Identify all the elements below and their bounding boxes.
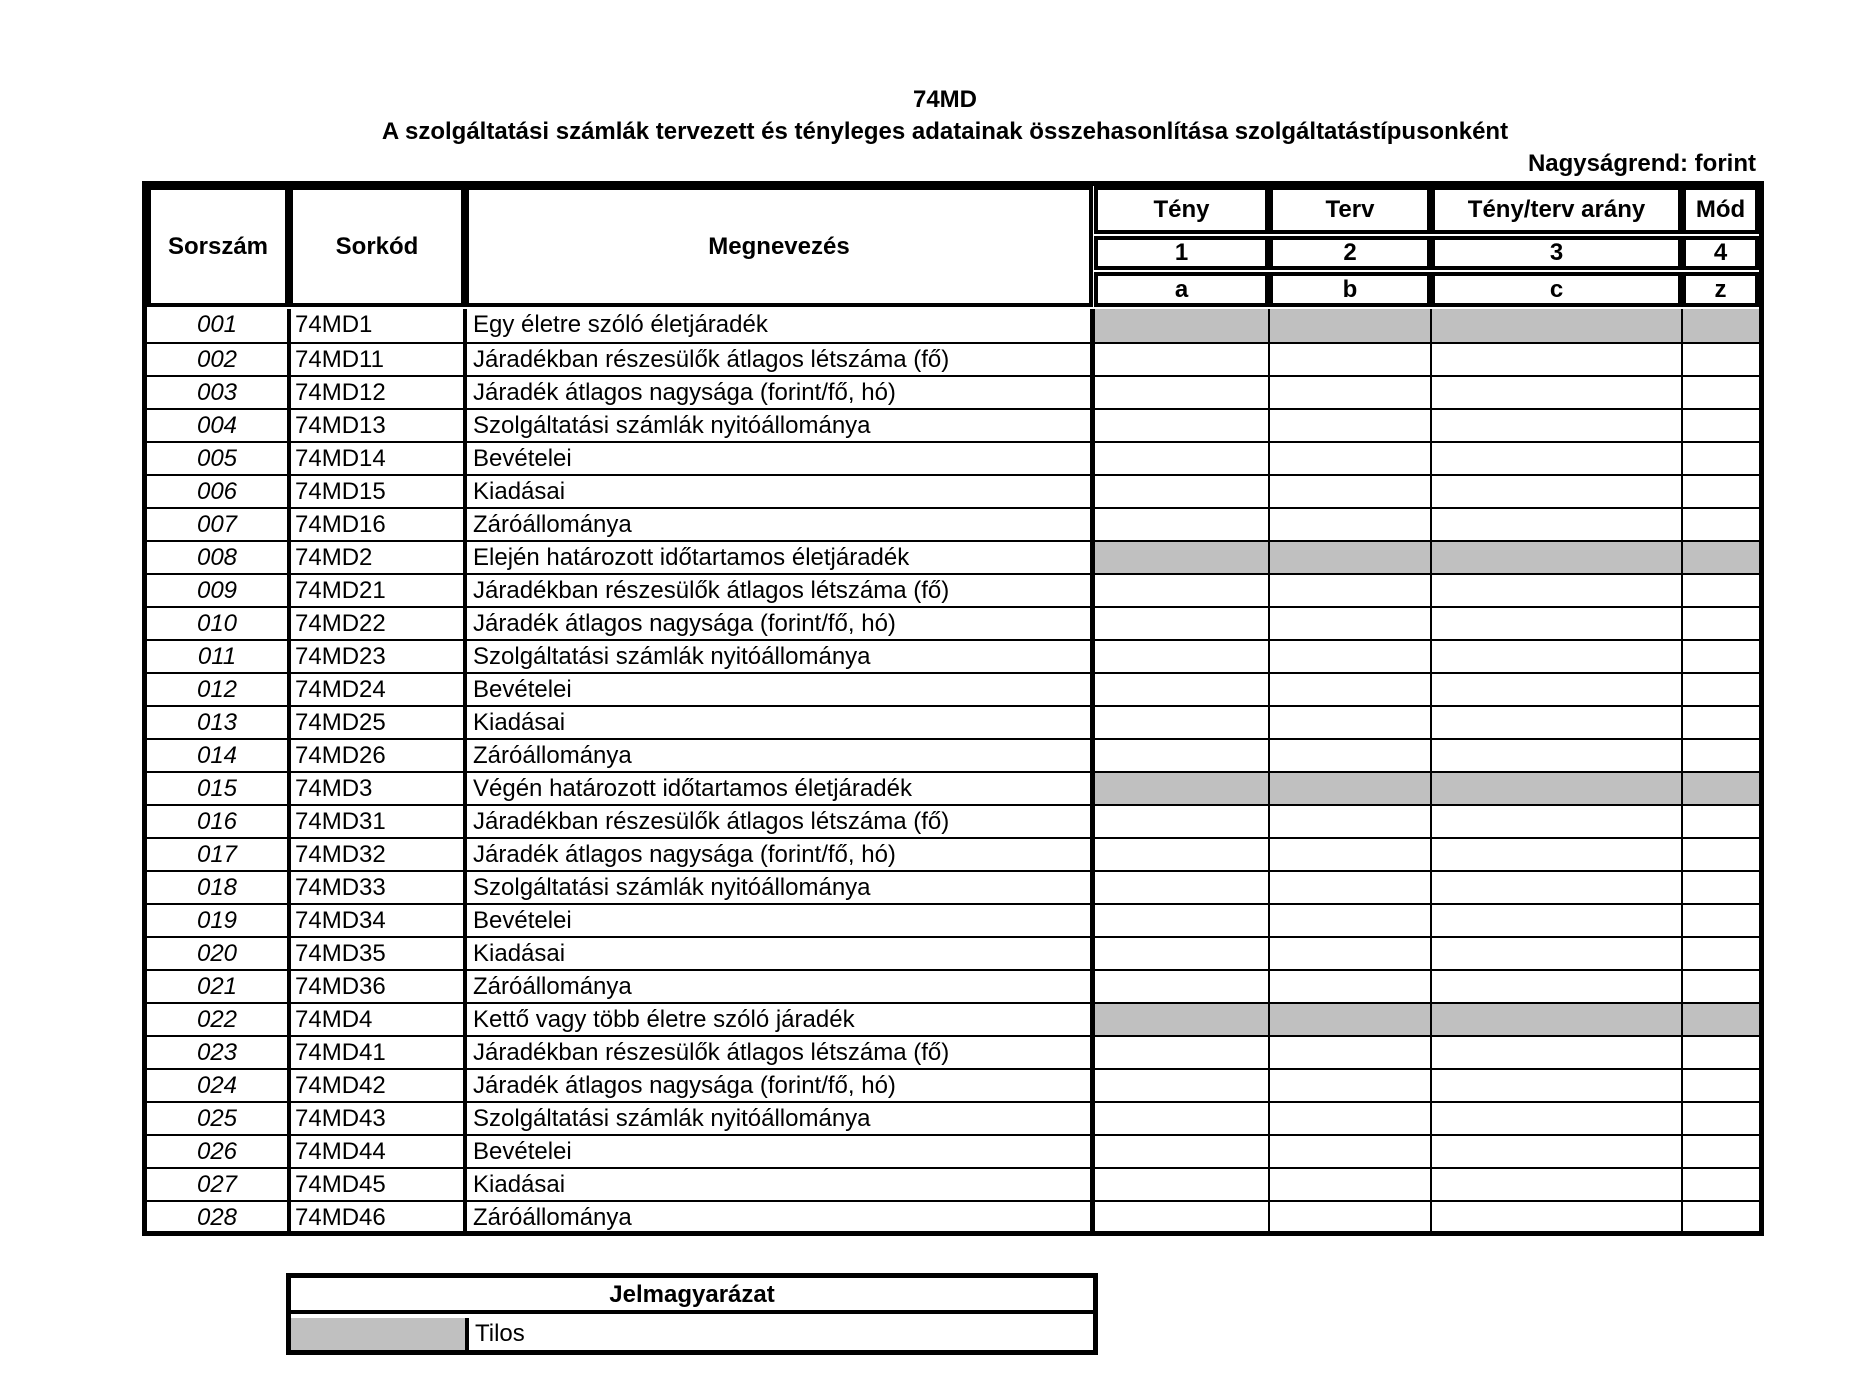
value-cell-arany[interactable] bbox=[1432, 377, 1683, 408]
row-name: Járadékban részesülők átlagos létszáma (fő) bbox=[467, 575, 1095, 606]
value-cell-terv[interactable] bbox=[1270, 641, 1432, 672]
legend-title: Jelmagyarázat bbox=[291, 1278, 1093, 1314]
row-number: 007 bbox=[147, 509, 291, 540]
table-row bbox=[147, 1167, 1759, 1200]
value-cell-terv[interactable] bbox=[1270, 1136, 1432, 1167]
value-cell-teny[interactable] bbox=[1095, 740, 1270, 771]
value-cell-arany[interactable] bbox=[1432, 872, 1683, 903]
row-number: 006 bbox=[147, 476, 291, 507]
header-terv: Terv bbox=[1269, 186, 1431, 234]
table-body bbox=[147, 309, 1759, 1233]
value-cell-terv[interactable] bbox=[1270, 971, 1432, 1002]
row-number: 015 bbox=[147, 773, 291, 804]
table-row bbox=[147, 1101, 1759, 1134]
row-name: Szolgáltatási számlák nyitóállománya bbox=[467, 872, 1095, 903]
value-cell-mod[interactable] bbox=[1683, 1136, 1759, 1167]
value-cell-terv[interactable] bbox=[1270, 872, 1432, 903]
value-cell-teny[interactable] bbox=[1095, 971, 1270, 1002]
row-code: 74MD14 bbox=[291, 443, 467, 474]
row-code: 74MD12 bbox=[291, 377, 467, 408]
value-cell-mod[interactable] bbox=[1683, 872, 1759, 903]
table-row bbox=[147, 903, 1759, 936]
value-cell-arany[interactable] bbox=[1432, 509, 1683, 540]
header-teny: Tény bbox=[1094, 186, 1269, 234]
value-cell-terv[interactable] bbox=[1270, 674, 1432, 705]
value-cell-teny[interactable] bbox=[1095, 608, 1270, 639]
value-cell-terv[interactable] bbox=[1270, 839, 1432, 870]
value-cell-teny[interactable] bbox=[1095, 641, 1270, 672]
value-cell-arany[interactable] bbox=[1432, 344, 1683, 375]
row-code: 74MD33 bbox=[291, 872, 467, 903]
value-cell-terv[interactable] bbox=[1270, 509, 1432, 540]
value-cell-teny[interactable] bbox=[1095, 806, 1270, 837]
value-cell-arany[interactable] bbox=[1432, 806, 1683, 837]
row-name: Bevételei bbox=[467, 905, 1095, 936]
row-name: Járadék átlagos nagysága (forint/fő, hó) bbox=[467, 377, 1095, 408]
table-row bbox=[147, 1068, 1759, 1101]
row-code: 74MD44 bbox=[291, 1136, 467, 1167]
row-code: 74MD34 bbox=[291, 905, 467, 936]
row-number: 016 bbox=[147, 806, 291, 837]
row-name: Szolgáltatási számlák nyitóállománya bbox=[467, 641, 1095, 672]
value-cell-teny[interactable] bbox=[1095, 674, 1270, 705]
value-cell-terv[interactable] bbox=[1270, 806, 1432, 837]
row-name: Járadékban részesülők átlagos létszáma (fő) bbox=[467, 806, 1095, 837]
row-number: 024 bbox=[147, 1070, 291, 1101]
row-name: Egy életre szóló életjáradék bbox=[467, 309, 1095, 342]
table-row bbox=[147, 738, 1759, 771]
row-name: Bevételei bbox=[467, 674, 1095, 705]
header-terv-letter: b bbox=[1269, 272, 1431, 307]
value-cell-arany[interactable] bbox=[1432, 1169, 1683, 1200]
row-number: 013 bbox=[147, 707, 291, 738]
row-number: 023 bbox=[147, 1037, 291, 1068]
value-cell-mod[interactable] bbox=[1683, 575, 1759, 606]
table-row bbox=[147, 573, 1759, 606]
value-cell-mod[interactable] bbox=[1683, 971, 1759, 1002]
row-name: Bevételei bbox=[467, 443, 1095, 474]
value-cell-mod[interactable] bbox=[1683, 1070, 1759, 1101]
row-code: 74MD23 bbox=[291, 641, 467, 672]
row-number: 001 bbox=[147, 309, 291, 342]
table-row bbox=[147, 705, 1759, 738]
value-cell-terv[interactable] bbox=[1270, 344, 1432, 375]
value-cell-terv[interactable] bbox=[1270, 575, 1432, 606]
row-code: 74MD43 bbox=[291, 1103, 467, 1134]
row-code: 74MD15 bbox=[291, 476, 467, 507]
table-row bbox=[147, 837, 1759, 870]
row-number: 003 bbox=[147, 377, 291, 408]
value-cell-mod[interactable] bbox=[1683, 443, 1759, 474]
value-cell-mod[interactable] bbox=[1683, 377, 1759, 408]
value-cell-arany[interactable] bbox=[1432, 410, 1683, 441]
value-cell-terv[interactable] bbox=[1270, 443, 1432, 474]
row-number: 026 bbox=[147, 1136, 291, 1167]
value-cell-teny[interactable] bbox=[1095, 938, 1270, 969]
row-number: 020 bbox=[147, 938, 291, 969]
table-row bbox=[147, 936, 1759, 969]
unit-label: Nagyságrend: forint bbox=[1527, 150, 1756, 177]
table-row bbox=[147, 804, 1759, 837]
legend bbox=[286, 1273, 1098, 1355]
row-number: 009 bbox=[147, 575, 291, 606]
value-cell-teny[interactable] bbox=[1095, 839, 1270, 870]
value-cell-arany[interactable] bbox=[1432, 740, 1683, 771]
value-cell-terv[interactable] bbox=[1270, 476, 1432, 507]
table-row bbox=[147, 606, 1759, 639]
row-name: Járadékban részesülők átlagos létszáma (fő) bbox=[467, 1037, 1095, 1068]
value-cell-arany[interactable] bbox=[1432, 839, 1683, 870]
value-cell-terv[interactable] bbox=[1270, 1169, 1432, 1200]
row-number: 014 bbox=[147, 740, 291, 771]
legend-forbidden-swatch bbox=[291, 1318, 469, 1350]
value-cell-terv[interactable] bbox=[1270, 1070, 1432, 1101]
value-cell-arany bbox=[1432, 1004, 1683, 1035]
value-cell-arany[interactable] bbox=[1432, 608, 1683, 639]
value-cell-mod[interactable] bbox=[1683, 509, 1759, 540]
value-cell-mod bbox=[1683, 309, 1759, 342]
value-cell-terv[interactable] bbox=[1270, 1103, 1432, 1134]
row-name: Kiadásai bbox=[467, 1169, 1095, 1200]
header-teny-letter: a bbox=[1094, 272, 1269, 307]
row-name: Szolgáltatási számlák nyitóállománya bbox=[467, 1103, 1095, 1134]
row-code: 74MD22 bbox=[291, 608, 467, 639]
value-cell-terv[interactable] bbox=[1270, 740, 1432, 771]
row-code: 74MD3 bbox=[291, 773, 467, 804]
value-cell-teny[interactable] bbox=[1095, 905, 1270, 936]
value-cell-mod[interactable] bbox=[1683, 1037, 1759, 1068]
row-number: 028 bbox=[147, 1202, 291, 1233]
value-cell-arany[interactable] bbox=[1432, 1037, 1683, 1068]
header-megnevezes: Megnevezés bbox=[465, 186, 1093, 307]
value-cell-mod bbox=[1683, 1004, 1759, 1035]
row-code: 74MD24 bbox=[291, 674, 467, 705]
row-number: 019 bbox=[147, 905, 291, 936]
row-code: 74MD45 bbox=[291, 1169, 467, 1200]
row-code: 74MD31 bbox=[291, 806, 467, 837]
table-row bbox=[147, 309, 1759, 342]
table-row bbox=[147, 672, 1759, 705]
value-cell-terv[interactable] bbox=[1270, 905, 1432, 936]
row-name: Járadék átlagos nagysága (forint/fő, hó) bbox=[467, 608, 1095, 639]
value-cell-arany[interactable] bbox=[1432, 1103, 1683, 1134]
row-code: 74MD32 bbox=[291, 839, 467, 870]
form-code: 74MD bbox=[912, 86, 978, 113]
value-cell-teny[interactable] bbox=[1095, 410, 1270, 441]
row-name: Záróállománya bbox=[467, 509, 1095, 540]
value-cell-arany[interactable] bbox=[1432, 707, 1683, 738]
value-cell-mod[interactable] bbox=[1683, 938, 1759, 969]
value-cell-terv bbox=[1270, 309, 1432, 342]
header-mod: Mód bbox=[1682, 186, 1759, 234]
value-cell-arany[interactable] bbox=[1432, 905, 1683, 936]
value-cell-mod[interactable] bbox=[1683, 344, 1759, 375]
row-number: 011 bbox=[147, 641, 291, 672]
row-name: Szolgáltatási számlák nyitóállománya bbox=[467, 410, 1095, 441]
row-number: 027 bbox=[147, 1169, 291, 1200]
value-cell-teny[interactable] bbox=[1095, 476, 1270, 507]
row-number: 005 bbox=[147, 443, 291, 474]
value-cell-terv bbox=[1270, 1004, 1432, 1035]
row-name: Záróállománya bbox=[467, 740, 1095, 771]
value-cell-mod[interactable] bbox=[1683, 806, 1759, 837]
table-row bbox=[147, 507, 1759, 540]
value-cell-teny[interactable] bbox=[1095, 344, 1270, 375]
row-name: Kiadásai bbox=[467, 707, 1095, 738]
table-row bbox=[147, 441, 1759, 474]
row-number: 008 bbox=[147, 542, 291, 573]
value-cell-terv[interactable] bbox=[1270, 608, 1432, 639]
value-cell-arany[interactable] bbox=[1432, 476, 1683, 507]
value-cell-mod[interactable] bbox=[1683, 1169, 1759, 1200]
row-code: 74MD41 bbox=[291, 1037, 467, 1068]
row-code: 74MD36 bbox=[291, 971, 467, 1002]
table-row bbox=[147, 1002, 1759, 1035]
value-cell-teny[interactable] bbox=[1095, 575, 1270, 606]
header-terv-num: 2 bbox=[1269, 236, 1431, 270]
value-cell-mod[interactable] bbox=[1683, 476, 1759, 507]
row-number: 017 bbox=[147, 839, 291, 870]
table-row bbox=[147, 342, 1759, 375]
value-cell-arany[interactable] bbox=[1432, 938, 1683, 969]
row-number: 010 bbox=[147, 608, 291, 639]
value-cell-arany[interactable] bbox=[1432, 443, 1683, 474]
value-cell-mod[interactable] bbox=[1683, 740, 1759, 771]
row-code: 74MD1 bbox=[291, 309, 467, 342]
value-cell-arany[interactable] bbox=[1432, 1136, 1683, 1167]
value-cell-teny bbox=[1095, 309, 1270, 342]
row-code: 74MD25 bbox=[291, 707, 467, 738]
value-cell-terv[interactable] bbox=[1270, 377, 1432, 408]
row-name: Végén határozott időtartamos életjáradék bbox=[467, 773, 1095, 804]
table-row bbox=[147, 540, 1759, 573]
row-code: 74MD35 bbox=[291, 938, 467, 969]
table-row bbox=[147, 408, 1759, 441]
table-row bbox=[147, 375, 1759, 408]
header-sorkod: Sorkód bbox=[289, 186, 465, 307]
header-arany-letter: c bbox=[1431, 272, 1682, 307]
value-cell-teny[interactable] bbox=[1095, 1202, 1270, 1233]
value-cell-mod bbox=[1683, 542, 1759, 573]
value-cell-arany[interactable] bbox=[1432, 1202, 1683, 1233]
header-sorszam: Sorszám bbox=[147, 186, 289, 307]
value-cell-mod bbox=[1683, 773, 1759, 804]
value-cell-mod[interactable] bbox=[1683, 839, 1759, 870]
header-mod-num: 4 bbox=[1682, 236, 1759, 270]
value-cell-arany[interactable] bbox=[1432, 641, 1683, 672]
table-row bbox=[147, 771, 1759, 804]
row-name: Járadék átlagos nagysága (forint/fő, hó) bbox=[467, 1070, 1095, 1101]
table-row bbox=[147, 1035, 1759, 1068]
row-code: 74MD46 bbox=[291, 1202, 467, 1233]
table-row bbox=[147, 1134, 1759, 1167]
value-cell-teny[interactable] bbox=[1095, 1103, 1270, 1134]
value-cell-mod[interactable] bbox=[1683, 707, 1759, 738]
row-name: Kettő vagy több életre szóló járadék bbox=[467, 1004, 1095, 1035]
value-cell-teny[interactable] bbox=[1095, 1169, 1270, 1200]
row-name: Járadék átlagos nagysága (forint/fő, hó) bbox=[467, 839, 1095, 870]
value-cell-teny[interactable] bbox=[1095, 1136, 1270, 1167]
value-cell-teny bbox=[1095, 542, 1270, 573]
value-cell-mod[interactable] bbox=[1683, 674, 1759, 705]
table-row bbox=[147, 639, 1759, 672]
value-cell-teny[interactable] bbox=[1095, 509, 1270, 540]
value-cell-arany bbox=[1432, 309, 1683, 342]
row-name: Bevételei bbox=[467, 1136, 1095, 1167]
value-cell-arany[interactable] bbox=[1432, 1070, 1683, 1101]
header-teny-num: 1 bbox=[1094, 236, 1269, 270]
row-number: 012 bbox=[147, 674, 291, 705]
header-arany: Tény/terv arány bbox=[1431, 186, 1682, 234]
value-cell-terv[interactable] bbox=[1270, 1202, 1432, 1233]
row-name: Záróállománya bbox=[467, 1202, 1095, 1233]
header-arany-num: 3 bbox=[1431, 236, 1682, 270]
value-cell-teny bbox=[1095, 773, 1270, 804]
table-row bbox=[147, 1200, 1759, 1233]
value-cell-arany[interactable] bbox=[1432, 971, 1683, 1002]
row-code: 74MD16 bbox=[291, 509, 467, 540]
value-cell-arany bbox=[1432, 542, 1683, 573]
value-cell-terv[interactable] bbox=[1270, 938, 1432, 969]
row-code: 74MD4 bbox=[291, 1004, 467, 1035]
row-code: 74MD26 bbox=[291, 740, 467, 771]
value-cell-teny bbox=[1095, 1004, 1270, 1035]
value-cell-mod[interactable] bbox=[1683, 608, 1759, 639]
value-cell-terv[interactable] bbox=[1270, 1037, 1432, 1068]
row-number: 025 bbox=[147, 1103, 291, 1134]
row-number: 004 bbox=[147, 410, 291, 441]
table-row bbox=[147, 870, 1759, 903]
value-cell-terv bbox=[1270, 542, 1432, 573]
row-name: Kiadásai bbox=[467, 938, 1095, 969]
legend-forbidden-label: Tilos bbox=[475, 1320, 525, 1347]
value-cell-terv[interactable] bbox=[1270, 410, 1432, 441]
value-cell-mod[interactable] bbox=[1683, 1202, 1759, 1233]
row-code: 74MD2 bbox=[291, 542, 467, 573]
value-cell-mod[interactable] bbox=[1683, 905, 1759, 936]
row-number: 021 bbox=[147, 971, 291, 1002]
value-cell-mod[interactable] bbox=[1683, 641, 1759, 672]
value-cell-teny[interactable] bbox=[1095, 1037, 1270, 1068]
value-cell-arany[interactable] bbox=[1432, 674, 1683, 705]
value-cell-teny[interactable] bbox=[1095, 707, 1270, 738]
header-mod-letter: z bbox=[1682, 272, 1759, 307]
row-number: 002 bbox=[147, 344, 291, 375]
value-cell-teny[interactable] bbox=[1095, 872, 1270, 903]
table-row bbox=[147, 474, 1759, 507]
row-name: Járadékban részesülők átlagos létszáma (fő) bbox=[467, 344, 1095, 375]
value-cell-terv bbox=[1270, 773, 1432, 804]
value-cell-teny[interactable] bbox=[1095, 443, 1270, 474]
row-number: 022 bbox=[147, 1004, 291, 1035]
row-code: 74MD13 bbox=[291, 410, 467, 441]
value-cell-mod[interactable] bbox=[1683, 1103, 1759, 1134]
row-code: 74MD42 bbox=[291, 1070, 467, 1101]
page-title: A szolgáltatási számlák tervezett és tényleges adatainak összehasonlítása szolgáltatástípusonként bbox=[381, 118, 1509, 145]
value-cell-teny[interactable] bbox=[1095, 377, 1270, 408]
value-cell-terv[interactable] bbox=[1270, 707, 1432, 738]
row-code: 74MD21 bbox=[291, 575, 467, 606]
table-row bbox=[147, 969, 1759, 1002]
value-cell-teny[interactable] bbox=[1095, 1070, 1270, 1101]
value-cell-mod[interactable] bbox=[1683, 410, 1759, 441]
row-number: 018 bbox=[147, 872, 291, 903]
row-name: Kiadásai bbox=[467, 476, 1095, 507]
row-code: 74MD11 bbox=[291, 344, 467, 375]
value-cell-arany[interactable] bbox=[1432, 575, 1683, 606]
value-cell-arany bbox=[1432, 773, 1683, 804]
row-name: Záróállománya bbox=[467, 971, 1095, 1002]
row-name: Elején határozott időtartamos életjáradék bbox=[467, 542, 1095, 573]
